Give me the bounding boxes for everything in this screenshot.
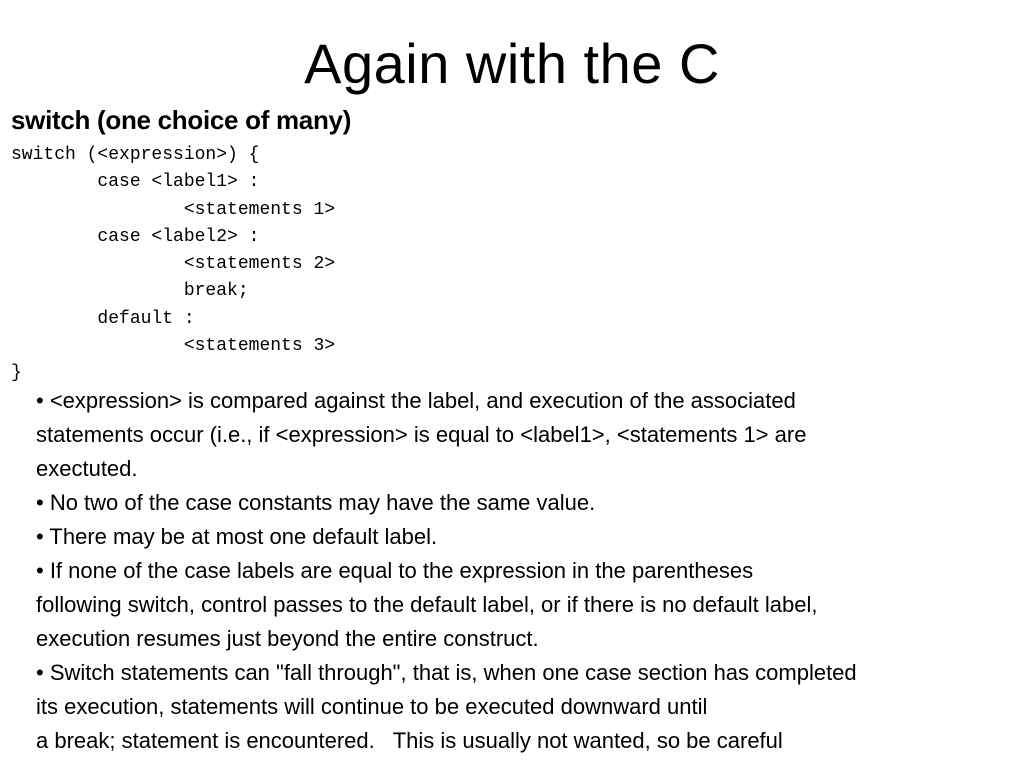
- bullet-marker: •: [36, 388, 44, 413]
- bullet-text: If none of the case labels are equal to the expression in the parentheses: [43, 558, 754, 583]
- bullet-list: [36, 384, 1020, 758]
- bullet-item: [36, 520, 1020, 554]
- bullet-line: [36, 486, 1020, 520]
- code-line: <statements 3>: [11, 336, 336, 357]
- bullet-line: [36, 520, 1020, 554]
- code-line: default :: [11, 308, 195, 329]
- bullet-line: execution resumes just beyond the entire construct.: [36, 626, 539, 651]
- bullet-item: [36, 554, 1020, 656]
- bullet-line: statements occur (i.e., if <expression> is equal to <label1>, <statements 1> are: [36, 422, 807, 447]
- bullet-text: <expression> is compared against the label, and execution of the associated: [43, 388, 796, 413]
- slide-title: Again with the C: [304, 32, 720, 95]
- section-heading: switch (one choice of many): [11, 105, 352, 135]
- bullet-item: [36, 486, 1020, 520]
- bullet-line: following switch, control passes to the default label, or if there is no default label,: [36, 592, 818, 617]
- bullet-line: [36, 656, 1020, 690]
- bullet-text: There may be at most one default label.: [43, 524, 438, 549]
- bullet-line: a break; statement is encountered. This is usually not wanted, so be careful: [36, 728, 783, 753]
- bullet-marker: •: [36, 558, 44, 583]
- bullet-line: its execution, statements will continue to be executed downward until: [36, 694, 708, 719]
- bullet-item: [36, 384, 1020, 486]
- code-line: <statements 2>: [11, 254, 336, 275]
- bullet-line: [36, 384, 1020, 418]
- code-block: [11, 142, 335, 388]
- bullet-text: Switch statements can "fall through", that is, when one case section has completed: [43, 660, 857, 685]
- code-line-break: break;: [11, 281, 249, 302]
- code-line: case <label2> :: [11, 226, 260, 247]
- bullet-item: [36, 656, 1020, 758]
- code-line: <statements 1>: [11, 199, 336, 220]
- bullet-text: No two of the case constants may have the same value.: [43, 490, 596, 515]
- bullet-marker: •: [36, 524, 44, 549]
- bullet-marker: •: [36, 490, 44, 515]
- bullet-line: [36, 554, 1020, 588]
- bullet-line: exectuted.: [36, 456, 138, 481]
- code-line: case <label1> :: [11, 172, 260, 193]
- bullet-marker: •: [36, 660, 44, 685]
- code-line: switch (<expression>) {: [11, 145, 260, 165]
- code-line: }: [11, 363, 22, 384]
